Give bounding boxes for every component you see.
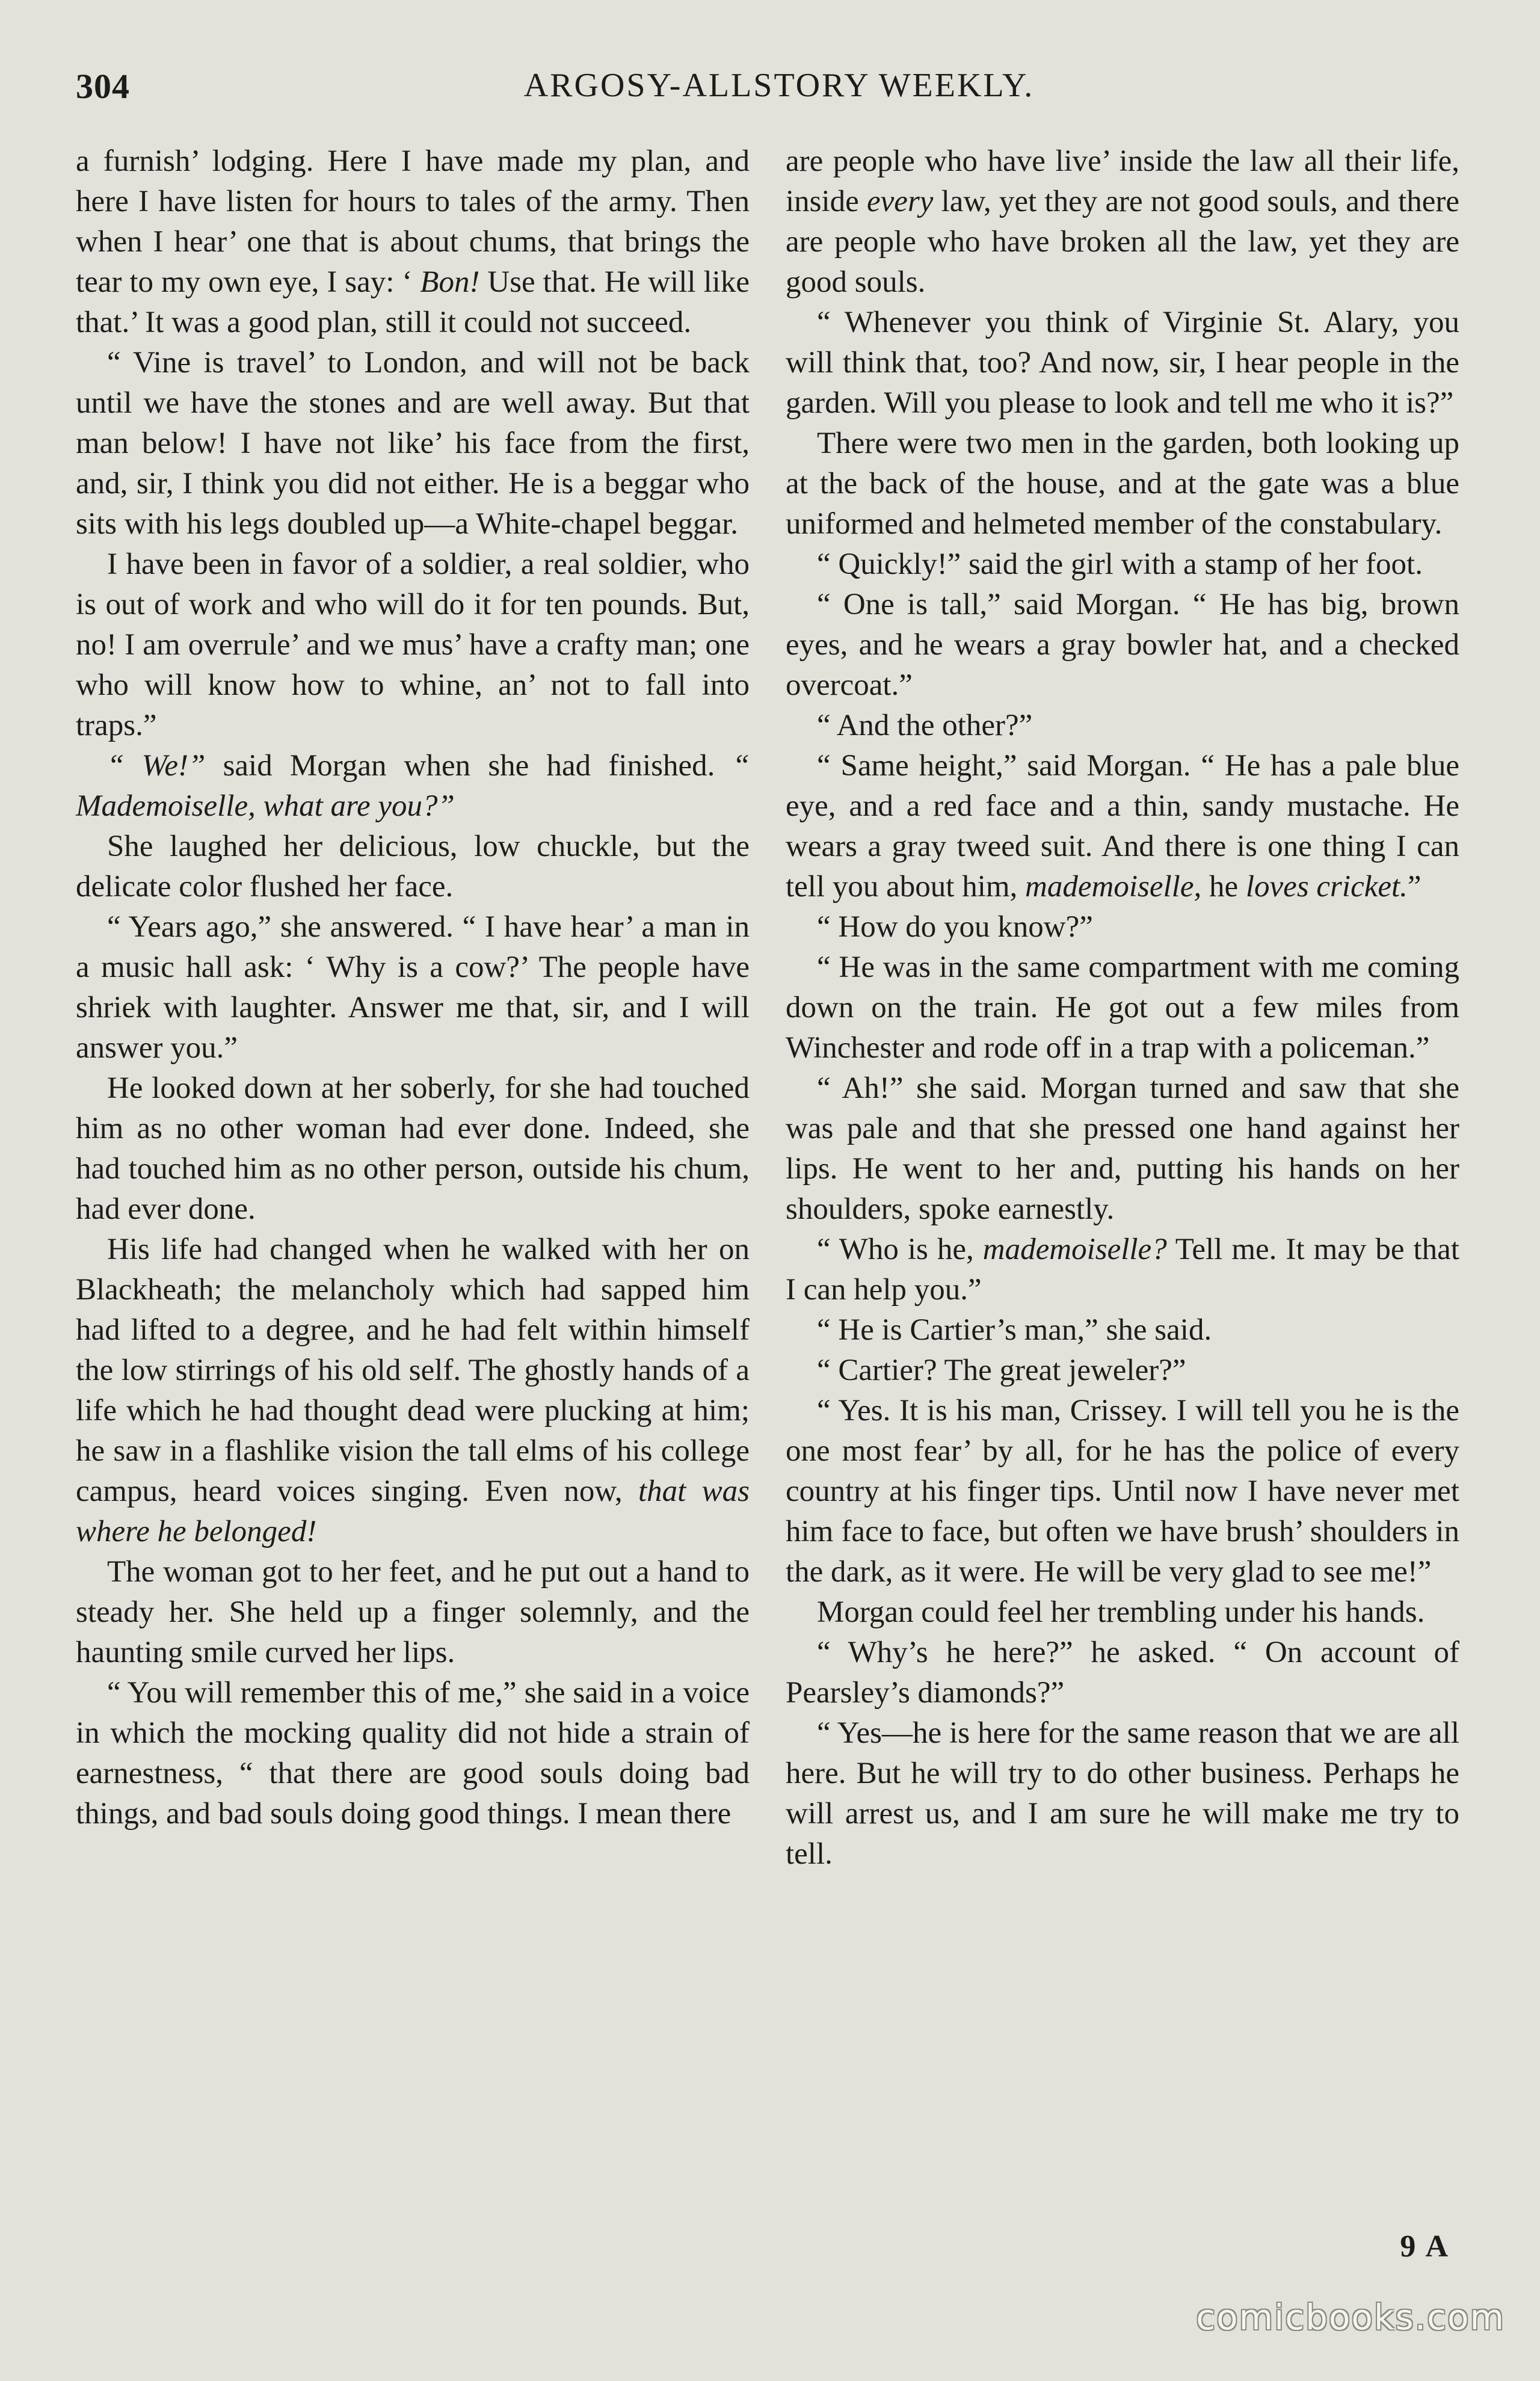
paragraph [786,141,1459,303]
paragraph [76,544,750,746]
text-run: He looked down at her soberly, for she had touched him as no other woman had ever done. Indeed, she had touched him as no other person, outside his chum, had ever done. [76,1071,750,1226]
text-run: “ How do you know?” [817,910,1093,944]
text-columns [76,141,1477,2265]
paragraph [786,1230,1459,1310]
paragraph [786,947,1459,1068]
paragraph [76,746,750,827]
paragraph [786,1068,1459,1230]
running-head: ARGOSY-ALLSTORY WEEKLY. [523,67,1035,104]
paragraph [786,1351,1459,1391]
text-run: “ Who is he, [817,1233,983,1266]
italic-text: mademoiselle, [1025,870,1202,904]
text-run: said Morgan when she had finished. [205,749,733,783]
text-run: His life had changed when he walked with her on Blackheath; the melancholy which had sapped him had lifted to a degree, and he had felt within himself the low stirrings of his old self. The ghostly hands of a life which he had thought dead were plucking at him; he saw in a flashlike vision the tall elms of his college campus, heard voices singing. Even now, [76,1233,750,1508]
text-run: “ Quickly!” said the girl with a stamp of her foot. [817,547,1423,581]
paragraph [786,706,1459,746]
italic-text: “ We!” [107,749,206,783]
italic-text: every [867,185,934,218]
italic-text: mademoiselle? [982,1233,1167,1266]
italic-text: “ Mademoiselle, what are you?” [76,749,750,823]
paragraph [76,1068,750,1230]
text-run: “ He was in the same compartment with me coming down on the train. He got out a few miles from Winchester and rode off in a trap with a policeman.” [786,950,1459,1065]
paragraph [786,746,1459,907]
paragraph [786,1391,1459,1592]
signature-mark: 9 A [1400,2229,1450,2264]
watermark: comicbooks.com [1196,2297,1505,2338]
paragraph [786,585,1459,706]
text-run: “ Yes—he is here for the same reason that we are all here. But he will try to do other business. Perhaps he will arrest us, and I am sure he will make me try to tell. [786,1716,1459,1871]
paragraph [76,1230,750,1552]
text-run: She laughed her delicious, low chuckle, but the delicate color flushed her face. [76,830,750,904]
paragraph [76,1673,750,1834]
text-run: “ One is tall,” said Morgan. “ He has big, brown eyes, and he wears a gray bowler hat, and a checked overcoat.” [786,588,1459,702]
italic-text: that was where he belonged! [76,1474,750,1548]
paragraph [76,343,750,544]
paragraph [76,907,750,1068]
paragraph [786,303,1459,424]
text-run: are people who have live’ inside the law all their life, inside [786,144,1459,218]
text-run: “ And the other?” [817,709,1033,742]
text-run: “ Whenever you think of Virginie St. Alary, you will think that, too? And now, sir, I hear people in the garden. Will you please to look and tell me who it is?” [786,306,1459,420]
text-run: “ He is Cartier’s man,” she said. [817,1313,1212,1347]
text-run: “ Years ago,” she answered. “ I have hear’ a man in a music hall ask: ‘ Why is a cow?’ The people have shriek with laughter. Answer me that, sir, and I will answer you.” [76,910,750,1065]
text-run: he [1201,870,1246,904]
text-run: Use that. He will like that.’ It was a good plan, still it could not succeed. [76,265,750,339]
page-header [76,66,1482,126]
text-run: “ Cartier? The great jeweler?” [817,1354,1186,1387]
paragraph [76,1552,750,1673]
text-run: “ Yes. It is his man, Crissey. I will tell you he is the one most fear’ by all, for he has the police of every country at his finger tips. Until now I have never met him face to face, but often we have brush’ shoulders in the dark, as it were. He will be very glad to see me!” [786,1394,1459,1589]
paragraph [786,424,1459,544]
text-run: “ Vine is travel’ to London, and will not be back until we have the stones and are well away. But that man below! I have not like’ his face from the first, and, sir, I think you did not either. He is a beggar who sits with his legs doubled up—a White-chapel beggar. [76,346,750,541]
italic-text: loves cricket. [1245,870,1408,904]
text-run: “ Why’s he here?” he asked. “ On account of Pearsley’s diamonds?” [786,1636,1459,1710]
text-run: a furnish’ lodging. Here I have made my plan, and here I have listen for hours to tales of the army. Then when I hear’ one that is about chums, that brings the tear to my own eye, I say: ‘ [76,144,750,299]
paragraph [786,544,1459,585]
text-run: There were two men in the garden, both looking up at the back of the house, and at the gate was a blue uniformed and helmeted member of the constabulary. [786,427,1459,541]
text-run: Tell me. It may be that I can help you.” [786,1233,1459,1307]
paragraph [786,1713,1459,1874]
paragraph [786,1633,1459,1713]
page-number: 304 [76,67,130,106]
left-column [76,141,750,1834]
italic-text: Bon! [420,265,480,299]
text-run: “ You will remember this of me,” she said in a voice in which the mocking quality did not hide a strain of earnestness, “ that there are good souls doing bad things, and bad souls doing good things. I mean there [76,1676,750,1831]
text-run: The woman got to her feet, and he put out a hand to steady her. She held up a finger solemnly, and the haunting smile curved her lips. [76,1555,750,1669]
paragraph [76,827,750,907]
text-run: Morgan could feel her trembling under his hands. [817,1595,1425,1629]
text-run: law, yet they are not good souls, and there are people who have broken all the law, yet they are good souls. [786,185,1459,299]
paragraph [786,1310,1459,1351]
text-run: I have been in favor of a soldier, a real soldier, who is out of work and who will do it for ten pounds. But, no! I am overrule’ and we mus’ have a crafty man; one who will know how to whine, an’ not to fall into traps.” [76,547,750,742]
text-run: ” [1407,870,1421,904]
paragraph [786,907,1459,947]
paragraph [76,141,750,343]
text-run: “ Same height,” said Morgan. “ He has a pale blue eye, and a red face and a thin, sandy mustache. He wears a gray tweed suit. And there is one thing I can tell you about him, [786,749,1459,904]
paragraph [786,1592,1459,1633]
text-run: “ Ah!” she said. Morgan turned and saw that she was pale and that she pressed one hand against her lips. He went to her and, putting his hands on her shoulders, spoke earnestly. [786,1071,1459,1226]
right-column [786,141,1459,1874]
